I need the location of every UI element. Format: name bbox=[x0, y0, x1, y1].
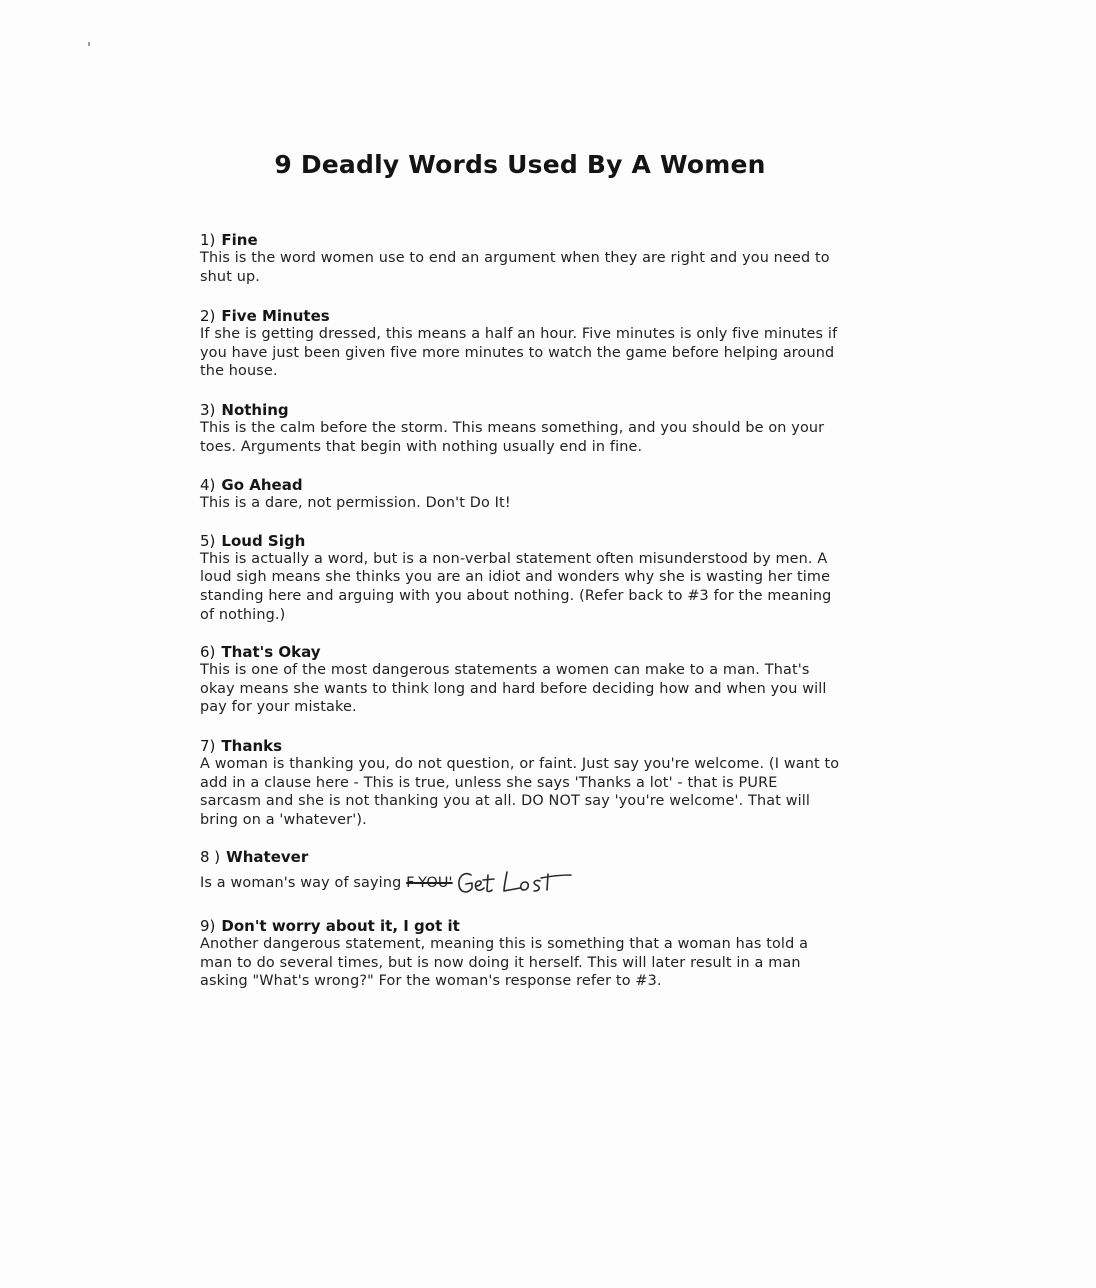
item-heading-text: Don't worry about it, I got it bbox=[221, 917, 460, 936]
item-number: 1) bbox=[200, 231, 216, 249]
list-item bbox=[200, 849, 840, 900]
item-body: This is a dare, not permission. Don't Do It! bbox=[200, 495, 511, 512]
list-item bbox=[200, 308, 840, 381]
word-list bbox=[200, 232, 840, 991]
item-number: 3) bbox=[200, 400, 216, 419]
item-number: 7) bbox=[200, 736, 216, 755]
struck-out-text: F-YOU' bbox=[406, 875, 453, 892]
item-body: Another dangerous statement, meaning this is something that a woman has told a man to do several times, but is now doing it herself. This will later result in a man asking "What's wrong?" For the woman's response refer to #3. bbox=[200, 936, 809, 990]
item-body: This is one of the most dangerous statements a women can make to a man. That's okay means she wants to think long and hard before deciding how and when you will pay for your mistake. bbox=[200, 662, 827, 716]
item-heading-text: That's Okay bbox=[221, 643, 321, 662]
item-heading bbox=[200, 232, 840, 249]
item-heading-text: Nothing bbox=[221, 400, 289, 419]
item-number: 2) bbox=[200, 307, 216, 326]
list-item bbox=[200, 738, 840, 829]
item-heading-text: Five Minutes bbox=[221, 307, 330, 326]
item-body bbox=[200, 866, 840, 900]
list-item bbox=[200, 477, 840, 513]
item-heading-text: Loud Sigh bbox=[221, 531, 306, 550]
item-heading-text: Go Ahead bbox=[221, 476, 303, 495]
item-number: 9) bbox=[200, 917, 216, 936]
item-heading bbox=[200, 533, 840, 550]
item-number: 8 ) bbox=[200, 848, 221, 867]
scan-speck bbox=[88, 42, 90, 46]
item-body: This is the word women use to end an argument when they are right and you need to shut up. bbox=[200, 250, 830, 285]
item-heading-text: Thanks bbox=[221, 736, 283, 755]
list-item bbox=[200, 644, 840, 717]
item-heading-text: Fine bbox=[221, 231, 258, 249]
list-item bbox=[200, 402, 840, 456]
item-heading bbox=[200, 402, 840, 419]
item-heading bbox=[200, 477, 840, 494]
list-item bbox=[200, 533, 840, 624]
item-body: This is actually a word, but is a non-verbal statement often misunderstood by men. A loud sigh means she thinks you are an idiot and wonders why she is wasting her time standing here and arguing with you about nothing. (Refer back to #3 for the meaning of nothing.) bbox=[200, 550, 832, 623]
item-number: 6) bbox=[200, 643, 216, 662]
item-number: 5) bbox=[200, 531, 216, 550]
item-heading bbox=[200, 918, 840, 935]
item-heading-text: Whatever bbox=[226, 848, 309, 867]
item-body: If she is getting dressed, this means a half an hour. Five minutes is only five minutes if you have just been given five more minutes to watch the game before helping around the house. bbox=[200, 326, 838, 380]
list-item bbox=[200, 918, 840, 991]
item-heading bbox=[200, 644, 840, 661]
item-body: This is the calm before the storm. This means something, and you should be on your toes. Arguments that begin with nothing usually end in fine. bbox=[200, 419, 825, 455]
list-item bbox=[200, 232, 840, 286]
item-heading bbox=[200, 738, 840, 755]
item-heading bbox=[200, 308, 840, 325]
page-title: 9 Deadly Words Used By A Women bbox=[274, 150, 766, 179]
item-body-prefix: Is a woman's way of saying bbox=[200, 875, 402, 892]
item-number: 4) bbox=[200, 476, 216, 495]
item-heading bbox=[200, 849, 840, 866]
handwritten-get-lost bbox=[455, 866, 575, 900]
item-body: A woman is thanking you, do not question, or faint. Just say you're welcome. (I want to add in a clause here - This is true, unless she says 'Thanks a lot' - that is PURE sarcasm and she is not thanking you at all. DO NOT say 'you're welcome'. That will bring on a 'whatever'). bbox=[200, 755, 840, 828]
